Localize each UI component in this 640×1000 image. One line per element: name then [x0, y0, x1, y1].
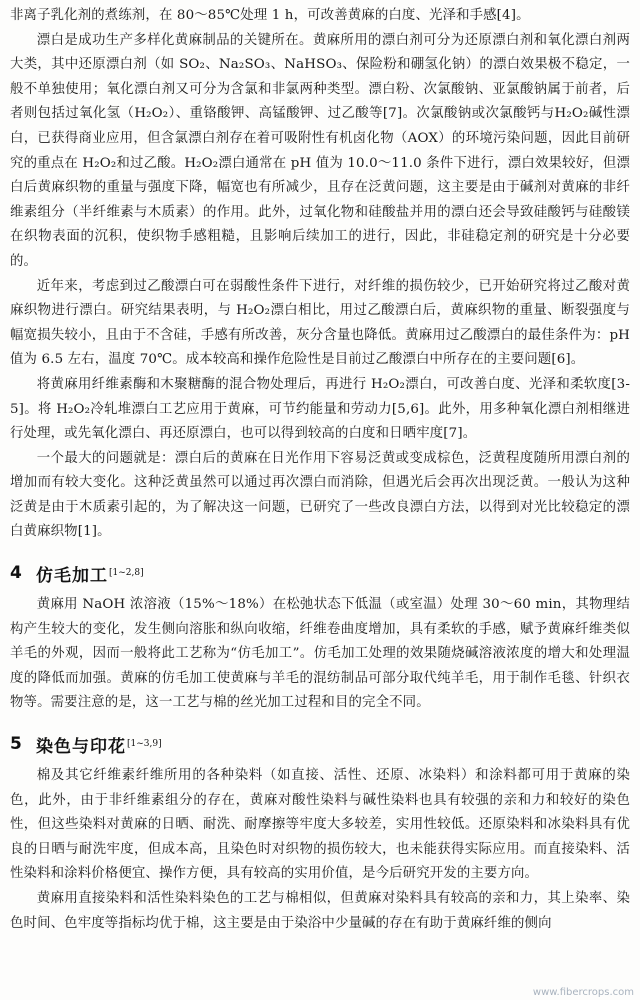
paragraph-dye-types: 棉及其它纤维素纤维所用的各种染料（如直接、活性、还原、冰染料）和涂料都可用于黄麻的染色，此外，由于非纤维素组分的存在，黄麻对酸性染料与碱性染料也具有较强的亲和力和较好的染色性，但这些染料对黄麻的日晒、耐洗、耐摩擦等牢度大多较差，实用性较低。还原染料和冰染料具有优良的日晒与耐洗牢度，但成本高，且染色时对织物的损伤较大，也未能获得实际应用。而直接染料、活性染料和涂料价格便宜、操作方便，具有较高的实用价值，是今后研究开发的主要方向。 — [10, 768, 630, 882]
section-title: 染色与印花 — [36, 736, 126, 757]
paragraph-scouring-continued: 非离子乳化剂的煮练剂，在 80～85℃处理 1 h，可改善黄麻的白度、光泽和手感[4]。 — [10, 8, 530, 23]
paragraph-wool-like-finish: 黄麻用 NaOH 浓溶液（15%～18%）在松弛状态下低温（或室温）处理 30～60 min，其物理结构产生较大的变化，发生侧向溶胀和纵向收缩，纤维卷曲度增加，具有柔软的手感，赋予黄麻纤维类似羊毛的外观，因而一般将此工艺称为“仿毛加工”。仿毛加工处理的效果随烧碱溶液浓度的增大和处理温度的降低而加强。黄麻的仿毛加工使黄麻与羊毛的混纺制品可部分取代纯羊毛，用于制作毛毯、针织衣物等。需要注意的是，这一工艺与棉的丝光加工过程和目的完全不同。 — [10, 597, 630, 711]
section-number: 5 — [10, 734, 22, 755]
watermark: www.fibercrops.com — [532, 987, 634, 998]
paragraph-direct-reactive-dyes: 黄麻用直接染料和活性染料染色的工艺与棉相似，但黄麻对染料具有较高的亲和力，其上染率、染色时间、色牢度等指标均优于棉，这主要是由于染浴中少量碱的存在有助于黄麻纤维的侧向 — [10, 891, 630, 931]
paragraph-peracetic-acid: 近年来，考虑到过乙酸漂白可在弱酸性条件下进行，对纤维的损伤较少，已开始研究将过乙酸对黄麻织物进行漂白。研究结果表明，与 H₂O₂漂白相比，用过乙酸漂白后，黄麻织物的重量、断裂强度与幅宽损失较小，且由于不含硅，手感有所改善，灰分含量也降低。黄麻用过乙酸漂白的最佳条件为：pH 值为 6.5 左右，温度 70℃。成本较高和操作危险性是目前过乙酸漂白中所存在的主要问题[6]。 — [10, 278, 630, 368]
section-heading-wool-like-finish — [10, 553, 630, 593]
section-number: 4 — [10, 563, 22, 584]
paragraph-bleaching-agents: 漂白是成功生产多样化黄麻制品的关键所在。黄麻所用的漂白剂可分为还原漂白剂和氧化漂白剂两大类，其中还原漂白剂（如 SO₂、Na₂SO₃、NaHSO₃、保险粉和硼氢化钠）的漂白效果极不稳定，一般不单独使用；氧化漂白剂又可分为含氯和非氯两种类型。漂白粉、次氯酸钠、亚氯酸钠属于前者，后者则包括过氧化氢（H₂O₂）、重铬酸钾、高锰酸钾、过乙酸等[7]。次氯酸钠或次氯酸钙与H₂O₂碱性漂白，已获得商业应用，但含氯漂白剂存在着可吸附性有机卤化物（AOX）的环境污染问题，因此目前研究的重点在 H₂O₂和过乙酸。H₂O₂漂白通常在 pH 值为 10.0～11.0 条件下进行，漂白效果较好，但漂白后黄麻织物的重量与强度下降，幅宽也有所减少，且存在泛黄问题，这主要是由于碱剂对黄麻的非纤维素组分（半纤维素与木质素）的作用。此外，过氧化物和硅酸盐并用的漂白还会导致硅酸钙与硅酸镁在织物表面的沉积，使织物手感粗糙，且影响后续加工的进行，因此，非硅稳定剂的研究是十分必要的。 — [10, 32, 630, 269]
paragraph-enzyme-bleaching: 将黄麻用纤维素酶和木聚糖酶的混合物处理后，再进行 H₂O₂漂白，可改善白度、光泽和柔软度[3-5]。将 H₂O₂冷轧堆漂白工艺应用于黄麻，可节约能量和劳动力[5,6]。此外，用多种氧化漂白剂相继进行处理，或先氧化漂白、再还原漂白，也可以得到较高的白度和日晒牢度[7]。 — [10, 376, 630, 442]
section-refs: [1~3,9] — [127, 739, 162, 750]
section-title: 仿毛加工 — [36, 565, 108, 586]
section-refs: [1~2,8] — [109, 568, 144, 579]
section-heading-dyeing-printing — [10, 724, 630, 764]
paragraph-yellowing-problem: 一个最大的问题就是：漂白后的黄麻在日光作用下容易泛黄或变成棕色，泛黄程度随所用漂白剂的增加而有较大变化。这种泛黄虽然可以通过再次漂白而消除，但遇光后会再次出现泛黄。一般认为这种泛黄是由于木质素引起的，为了解决这一问题，已研究了一些改良漂白方法，以得到对光比较稳定的漂白黄麻织物[1]。 — [10, 450, 630, 540]
